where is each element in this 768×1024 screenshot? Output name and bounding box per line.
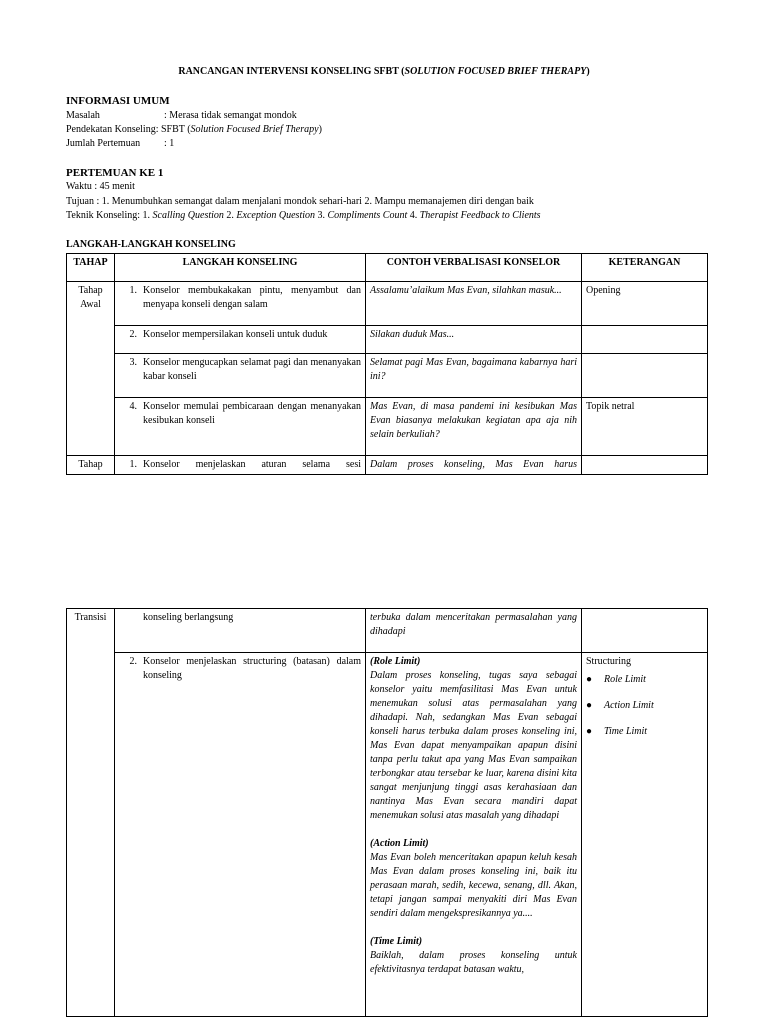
col-header-langkah: LANGKAH KONSELING [115,254,366,282]
stage-awal: Tahap Awal [67,282,115,456]
waktu-line: Waktu : 45 menit [66,181,135,192]
table-row [67,282,708,326]
table-header-row [67,254,708,282]
step-cell: 2. Konselor menjelaskan structuring (batasan) dalam konseling [115,653,366,1017]
meeting-heading: PERTEMUAN KE 1 [66,167,164,179]
keterangan-cell [582,354,708,398]
col-header-verbalisasi: CONTOH VERBALISASI KONSELOR [366,254,582,282]
keterangan-cell [582,456,708,475]
step-cell: 4. Konselor memulai pembicaraan dengan menanyakan kesibukan konseli [115,398,366,456]
time-limit-heading: (Time Limit) [370,936,423,947]
list-item: ● Action Limit [586,700,654,711]
table-row [67,456,708,475]
col-header-keterangan: KETERANGAN [582,254,708,282]
step-cell: 1. Konselor menjelaskan aturan selama sesi [115,456,366,475]
stage-transisi: Transisi [67,609,115,1017]
tujuan-line: Tujuan : 1. Menumbuhkan semangat dalam menjalani mondok sehari-hari 2. Mampu memanajemen diri dengan baik [66,196,534,207]
stage-cut: Tahap [67,456,115,475]
counseling-steps-table-continued [66,608,708,1017]
action-limit-heading: (Action Limit) [370,838,429,849]
masalah-label: Masalah [66,110,100,121]
table-row [67,326,708,354]
step-cell: 1. Konselor membukakakan pintu, menyambut dan menyapa konseli dengan salam [115,282,366,326]
info-heading: INFORMASI UMUM [66,95,170,107]
jumlah-value: : 1 [164,138,175,149]
list-item: ● Role Limit [586,674,646,685]
verbalization-cell: terbuka dalam menceritakan permasalahan yang dihadapi [366,609,582,653]
list-item: ● Time Limit [586,726,648,737]
step-cell: 2. Konselor mempersilakan konseli untuk duduk [115,326,366,354]
structuring-label: Structuring [586,656,631,667]
structuring-list [586,673,703,739]
table-row [67,653,708,1017]
verbalization-cell: Silakan duduk Mas... [366,326,582,354]
pendekatan-line: Pendekatan Konseling: SFBT (Solution Focused Brief Therapy) [66,124,322,135]
role-limit-text: Dalam proses konseling, tugas saya sebagai konselor yaitu memfasilitasi Mas Evan untuk menemukan solusi atas permasalahan yang dihadapi. Nah, sedangkan Mas Evan sebagai konseli harus terbuka dalam proses konseling ini, Mas Evan dapat menyampaikan apapun disini tanpa perlu takut apa yang Mas Evan sampaikan terbongkar atau tersebar ke luar, karena disini kita sangat menjunjung tinggi asas kerahasiaan dan nantinya Mas Evan secara mandiri dapat menemukan solusi atas masalah yang dihadapi [370,670,577,821]
jumlah-label: Jumlah Pertemuan [66,138,141,149]
time-limit-text: Baiklah, dalam proses konseling untuk efektivitasnya terdapat batasan waktu, [370,950,577,975]
bullet-icon: ● [586,674,593,685]
keterangan-cell: Opening [582,282,708,326]
table-row [67,354,708,398]
keterangan-cell [582,326,708,354]
step-cell: 3. Konselor mengucapkan selamat pagi dan menanyakan kabar konseli [115,354,366,398]
keterangan-cell [582,609,708,653]
verbalization-cell: Mas Evan, di masa pandemi ini kesibukan Mas Evan biasanya melakukan kegiatan apa aja nih selain berkuliah? [366,398,582,456]
bullet-icon: ● [586,700,593,711]
masalah-value: : Merasa tidak semangat mondok [164,110,297,121]
document-title: RANCANGAN INTERVENSI KONSELING SFBT (SOLUTION FOCUSED BRIEF THERAPY) [178,66,590,77]
steps-heading: LANGKAH-LANGKAH KONSELING [66,239,236,250]
verbalization-cell: Selamat pagi Mas Evan, bagaimana kabarnya hari ini? [366,354,582,398]
table-row [67,398,708,456]
step-cell: konseling berlangsung [115,609,366,653]
verbalization-cell: Assalamu’alaikum Mas Evan, silahkan masuk... [366,282,582,326]
teknik-line: Teknik Konseling: 1. Scalling Question 2. Exception Question 3. Compliments Count 4. Therapist Feedback to Clients [66,210,541,221]
col-header-tahap: TAHAP [67,254,115,282]
verbalization-cell [366,653,582,1017]
keterangan-cell [582,653,708,1017]
bullet-icon: ● [586,726,593,737]
counseling-steps-table [66,253,708,475]
verbalization-cell: Dalam proses konseling, Mas Evan harus [366,456,582,475]
table-row [67,609,708,653]
action-limit-text: Mas Evan boleh menceritakan apapun keluh kesah Mas Evan dalam proses konseling ini, baik itu perasaan marah, sedih, kecewa, senang, dll. Akan, tetapi jangan sampai menyakiti diri Mas Evan sendiri dalam mengekspresikannya ya.... [370,852,577,919]
role-limit-heading: (Role Limit) [370,656,421,667]
keterangan-cell: Topik netral [582,398,708,456]
